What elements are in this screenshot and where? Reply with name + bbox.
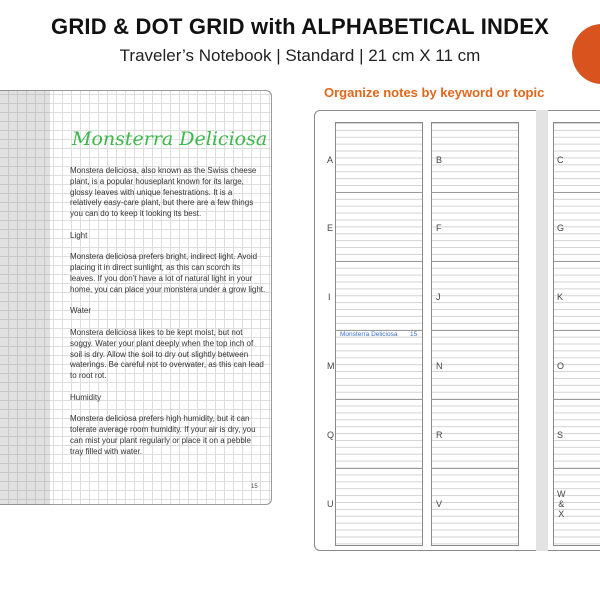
section-divider <box>431 468 519 469</box>
index-letter-s: S <box>557 430 564 440</box>
index-letter-c: C <box>557 155 564 165</box>
index-letter-a: A <box>327 155 334 165</box>
index-letter-wx: W & X <box>557 489 566 519</box>
section-divider <box>335 261 423 262</box>
index-letter-i: I <box>328 292 331 302</box>
paragraph-light: Monstera deliciosa prefers bright, indirect light. Avoid placing it in direct sunlight, as this can scorch its leaves. If you don’t have a lot of natural light in your home, you can place your monstera under a grow light. <box>70 252 266 294</box>
section-divider <box>431 330 519 331</box>
section-divider <box>553 192 600 193</box>
index-letter-k: K <box>557 292 564 302</box>
index-letter-g: G <box>557 223 565 233</box>
section-divider <box>335 399 423 400</box>
section-divider <box>431 399 519 400</box>
product-subtitle: Traveler’s Notebook | Standard | 21 cm X 11 cm <box>119 46 481 65</box>
index-letter-u: U <box>327 499 334 509</box>
index-letter-v: V <box>436 499 443 509</box>
index-letter-o: O <box>557 361 565 371</box>
index-entry-page: 15 <box>410 331 418 338</box>
paragraph-intro: Monstera deliciosa, also known as the Swiss cheese plant, is a popular houseplant known for its large, glossy leaves with unique fenestrations. It is a relatively easy-care plant, but there are a few things you can do to keep it looking its best. <box>70 166 257 219</box>
index-letter-b: B <box>436 155 443 165</box>
section-divider <box>553 399 600 400</box>
section-heading-light: Light <box>70 230 88 240</box>
index-letter-f: F <box>436 223 442 233</box>
index-column-3 <box>553 122 600 546</box>
section-divider <box>335 192 423 193</box>
index-letter-m: M <box>327 361 335 371</box>
index-letter-j: J <box>436 292 441 302</box>
section-heading-humidity: Humidity <box>70 392 102 402</box>
paragraph-humidity: Monstera deliciosa prefers high humidity, but it can tolerate average room humidity. If your air is dry, you can mist your plant regularly or place it on a pebble tray filled with water. <box>70 414 256 456</box>
section-divider <box>431 192 519 193</box>
index-letter-q: Q <box>327 430 335 440</box>
index-letter-e: E <box>327 223 334 233</box>
index-letter-n: N <box>436 361 443 371</box>
section-divider <box>553 330 600 331</box>
index-entry-title: Monsterra Deliciosa <box>340 331 398 338</box>
notebook-spine <box>536 110 548 551</box>
section-divider <box>431 261 519 262</box>
page-number: 15 <box>251 484 258 490</box>
page-margin-strip <box>0 90 50 505</box>
index-column-2 <box>431 122 519 546</box>
index-letter-r: R <box>436 430 443 440</box>
product-title: GRID & DOT GRID with ALPHABETICAL INDEX <box>51 14 549 39</box>
section-divider <box>553 261 600 262</box>
section-heading-water: Water <box>70 306 92 316</box>
section-divider <box>553 468 600 469</box>
page-heading: Monsterra Deliciosa <box>72 128 268 150</box>
section-divider <box>335 468 423 469</box>
page-body-text <box>70 166 266 468</box>
paragraph-water: Monstera deliciosa likes to be kept moist, but not soggy. Water your plant deeply when the top inch of soil is dry. Allow the soil to dry out slightly between waterings. Be careful not to overwater, as this can lead to root rot. <box>70 327 264 381</box>
tagline: Organize notes by keyword or topic <box>324 85 545 100</box>
